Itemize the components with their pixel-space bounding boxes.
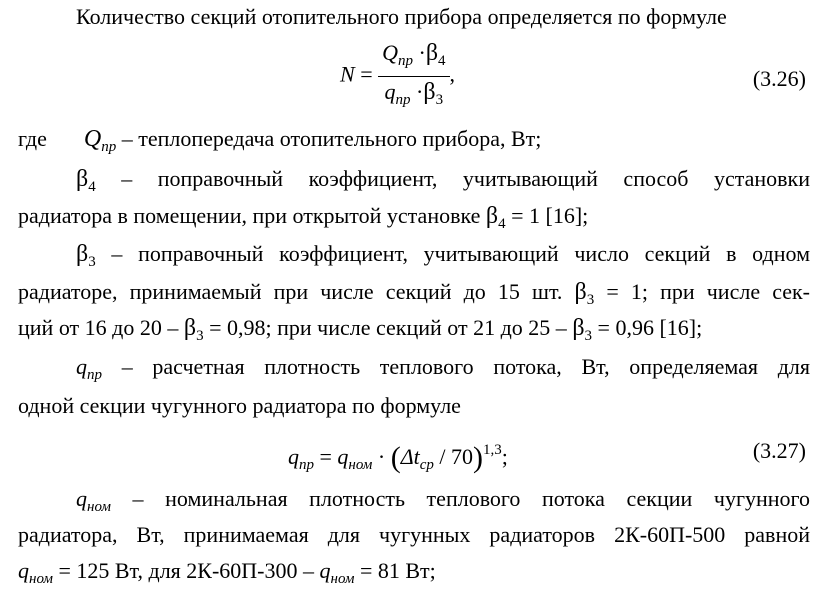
def-qnom-text2: радиатора, Вт, принимаемая для чугунных радиаторов 2К-60П-500 равной — [18, 522, 810, 547]
eq2-lhs-sub: пр — [299, 457, 314, 473]
eq1-beta3: β — [423, 79, 436, 105]
def-b3-sub: 3 — [88, 254, 96, 270]
def-qnom-line2 — [18, 522, 810, 548]
def-qnom-text1: – номинальная плотность теплового потока секции чугунного — [132, 486, 811, 511]
def-qnom-sub: ном — [87, 499, 111, 515]
def-q-sub: пр — [101, 139, 117, 155]
equation-3-27 — [288, 430, 508, 485]
def-qnom-text3b: = 81 Вт; — [359, 558, 436, 583]
eq1-comma: , — [449, 61, 456, 87]
eq1-dot2: · — [416, 79, 424, 104]
intro-text: Количество секций отопительного прибора определяется по формуле — [76, 4, 727, 29]
eq2-delta-t: Δt — [400, 444, 420, 469]
def-b3-text3c: = 0,96 [16]; — [597, 315, 703, 340]
def-qnom-sym3a: q — [18, 558, 29, 583]
eq2-equals: = — [319, 444, 332, 469]
eq1-Q: Q — [382, 40, 398, 65]
def-q-text: – теплопередача отопительного прибора, Вт; — [121, 126, 542, 151]
eq2-exponent: 1,3 — [483, 442, 502, 458]
def-b4-text1: – поправочный коэффициент, учитывающий способ установки — [121, 166, 811, 191]
def-q-sym: Q — [83, 126, 102, 152]
def-b3-text2a: радиаторе, принимаемый при числе секций до 15 шт. — [18, 279, 563, 304]
def-b4-sym2: β — [485, 203, 499, 229]
eq1-lhs: N — [340, 61, 355, 87]
def-b3-sym2: β — [574, 279, 587, 305]
eq1-beta3-sub: 3 — [435, 92, 444, 108]
def-b3-line1 — [76, 241, 810, 275]
def-qpr-text1: – расчетная плотность теплового потока, Вт, определяемая для — [121, 354, 811, 379]
def-qnom-sym: q — [76, 486, 87, 511]
eq2-delta-sub: ср — [419, 457, 434, 473]
def-b4-text2: радиатора в помещении, при открытой установке — [18, 203, 481, 228]
def-b3-text2b: = 1; при числе сек- — [606, 279, 811, 304]
def-qpr-sym: q — [76, 354, 87, 379]
def-qpr-text2: одной секции чугунного радиатора по формуле — [18, 393, 461, 418]
def-b3-text1: – поправочный коэффициент, учитывающий число секций в одном — [111, 241, 811, 266]
eq1-fraction — [378, 40, 449, 113]
def-b3-sym3b: β — [572, 315, 585, 341]
eq1-denominator — [378, 77, 449, 113]
def-b3-text3b: = 0,98; при числе секций от 21 до 25 – — [209, 315, 567, 340]
eq2-q: q — [337, 444, 349, 469]
where-label: где — [18, 126, 47, 151]
def-b3-sym: β — [76, 241, 89, 267]
def-b4-sub: 4 — [88, 179, 96, 195]
eq1-q-sub: пр — [395, 92, 411, 108]
eq1-dot: · — [418, 40, 426, 65]
eq2-number: (3.27) — [752, 438, 806, 463]
eq2-lparen: ( — [390, 441, 401, 474]
def-qnom-sub3b: ном — [330, 571, 355, 587]
def-b4-tail: = 1 [16]; — [511, 203, 589, 228]
def-qnom-sub3a: ном — [29, 571, 53, 587]
def-qnom-sym3b: q — [319, 558, 331, 583]
def-qpr-line2 — [18, 393, 810, 419]
def-qnom-line1 — [76, 486, 810, 520]
def-qnom-text3a: = 125 Вт, для 2К-60П-300 – — [58, 558, 314, 583]
def-qpr-sub: пр — [87, 367, 102, 383]
eq2-q-sub: ном — [348, 457, 373, 473]
def-q-line — [18, 126, 810, 160]
eq1-q: q — [384, 79, 396, 104]
eq1-equals: = — [360, 61, 373, 87]
eq1-numerator — [378, 40, 449, 77]
def-b3-line3 — [18, 315, 810, 349]
eq1-Q-sub: пр — [398, 53, 413, 69]
equation-3-26 — [340, 40, 455, 113]
def-qnom-line3 — [18, 558, 810, 592]
eq1-beta4: β — [425, 40, 439, 66]
eq2-lhs: q — [288, 444, 299, 469]
def-b4-line2 — [18, 203, 810, 237]
intro-line — [76, 4, 810, 30]
eq2-semicolon: ; — [501, 444, 508, 469]
eq2-dot: · — [377, 444, 386, 469]
def-b4-sub2: 4 — [498, 216, 506, 232]
def-b3-sub3a: 3 — [196, 328, 204, 344]
def-b4-line1 — [76, 166, 810, 200]
def-b3-line2 — [18, 279, 810, 313]
eq2-div: / 70 — [439, 444, 474, 469]
def-b3-sym3a: β — [183, 315, 197, 341]
eq1-number: (3.26) — [752, 66, 806, 91]
eq2-rparen: ) — [473, 441, 484, 474]
eq1-beta4-sub: 4 — [438, 53, 446, 69]
def-b4-sym: β — [76, 166, 89, 192]
def-b3-sub2: 3 — [586, 292, 595, 308]
def-b3-text3a: ций от 16 до 20 – — [18, 315, 179, 340]
def-qpr-line1 — [76, 354, 810, 388]
def-b3-sub3b: 3 — [584, 328, 593, 344]
